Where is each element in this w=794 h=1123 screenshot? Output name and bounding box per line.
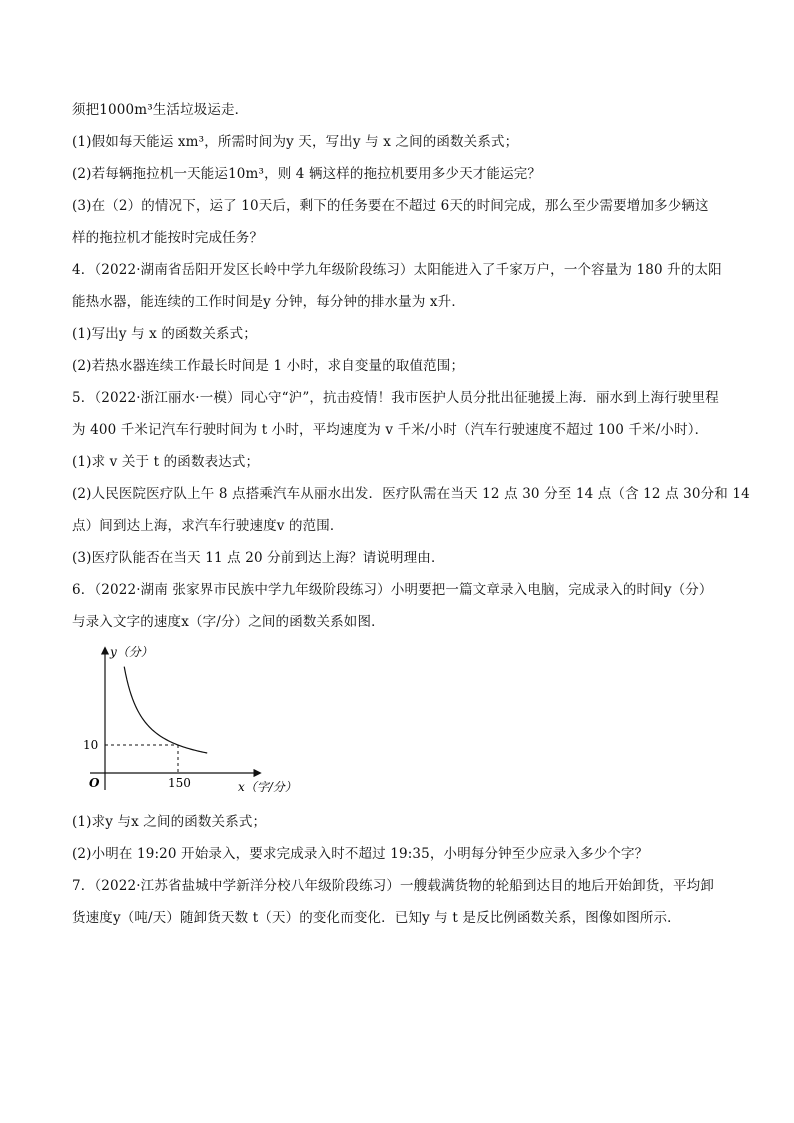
y-tick-label: 10	[83, 738, 99, 752]
text-line: 点）间到达上海，求汽车行驶速度v 的范围．	[72, 518, 344, 534]
text-line: (3)医疗队能否在当天 11 点 20 分前到达上海？请说明理由．	[72, 550, 445, 566]
text-line: (2)人民医院医疗队上午 8 点搭乘汽车从丽水出发．医疗队需在当天 12 点 30 分至 14 点（含 12 点 30分和 14	[72, 486, 750, 502]
x-tick-label: 150	[168, 776, 191, 790]
inverse-curve	[124, 667, 207, 753]
text-line: 5．（2022·浙江丽水·一模）同心守“沪”，抗击疫情！我市医护人员分批出征驰援上海．丽水到上海行驶里程	[72, 390, 719, 406]
function-graph	[70, 640, 310, 800]
text-line: 样的拖拉机才能按时完成任务？	[72, 230, 264, 246]
text-line: 能热水器，能连续的工作时间是y 分钟，每分钟的排水量为 x升．	[72, 294, 465, 310]
text-line: 与录入文字的速度x（字/分）之间的函数关系如图．	[72, 614, 385, 630]
text-line: (2)若热水器连续工作最长时间是 1 小时，求自变量的取值范围；	[72, 358, 465, 374]
text-line: 4．（2022·湖南省岳阳开发区长岭中学九年级阶段练习）太阳能进入了千家万户，一个容量为 180 升的太阳	[72, 262, 722, 278]
y-axis-label: y（分）	[110, 645, 153, 659]
text-line: 货速度y（吨/天）随卸货天数 t（天）的变化而变化．已知y 与 t 是反比例函数关系，图像如图所示．	[72, 910, 681, 926]
x-axis-label: x（字/分）	[238, 780, 297, 794]
text-line: 7．（2022·江苏省盐城中学新洋分校八年级阶段练习）一艘载满货物的轮船到达目的地后开始卸货，平均卸	[72, 878, 714, 894]
text-line: (1)求 v 关于 t 的函数表达式；	[72, 454, 260, 470]
text-line: (1)求y 与x 之间的函数关系式；	[72, 814, 267, 830]
text-line: (2)小明在 19:20 开始录入，要求完成录入时不超过 19:35，小明每分钟至少应录入多少个字？	[72, 846, 649, 862]
text-line: (1)写出y 与 x 的函数关系式；	[72, 326, 257, 342]
text-line: 须把1000m³生活垃圾运走．	[72, 102, 249, 118]
text-line: (3)在（2）的情况下，运了 10天后，剩下的任务要在不超过 6天的时间完成，那么至少需要增加多少辆这	[72, 198, 709, 214]
text-line: 6．（2022·湖南 张家界市民族中学九年级阶段练习）小明要把一篇文章录入电脑，完成录入的时间y（分）	[72, 582, 713, 598]
text-line: (2)若每辆拖拉机一天能运10m³，则 4 辆这样的拖拉机要用多少天才能运完？	[72, 166, 542, 182]
origin-label: O	[89, 776, 100, 790]
text-line: (1)假如每天能运 xm³，所需时间为y 天，写出y 与 x 之间的函数关系式；	[72, 134, 519, 150]
text-line: 为 400 千米记汽车行驶时间为 t 小时，平均速度为 v 千米/小时（汽车行驶速度不超过 100 千米/小时）．	[72, 422, 709, 438]
